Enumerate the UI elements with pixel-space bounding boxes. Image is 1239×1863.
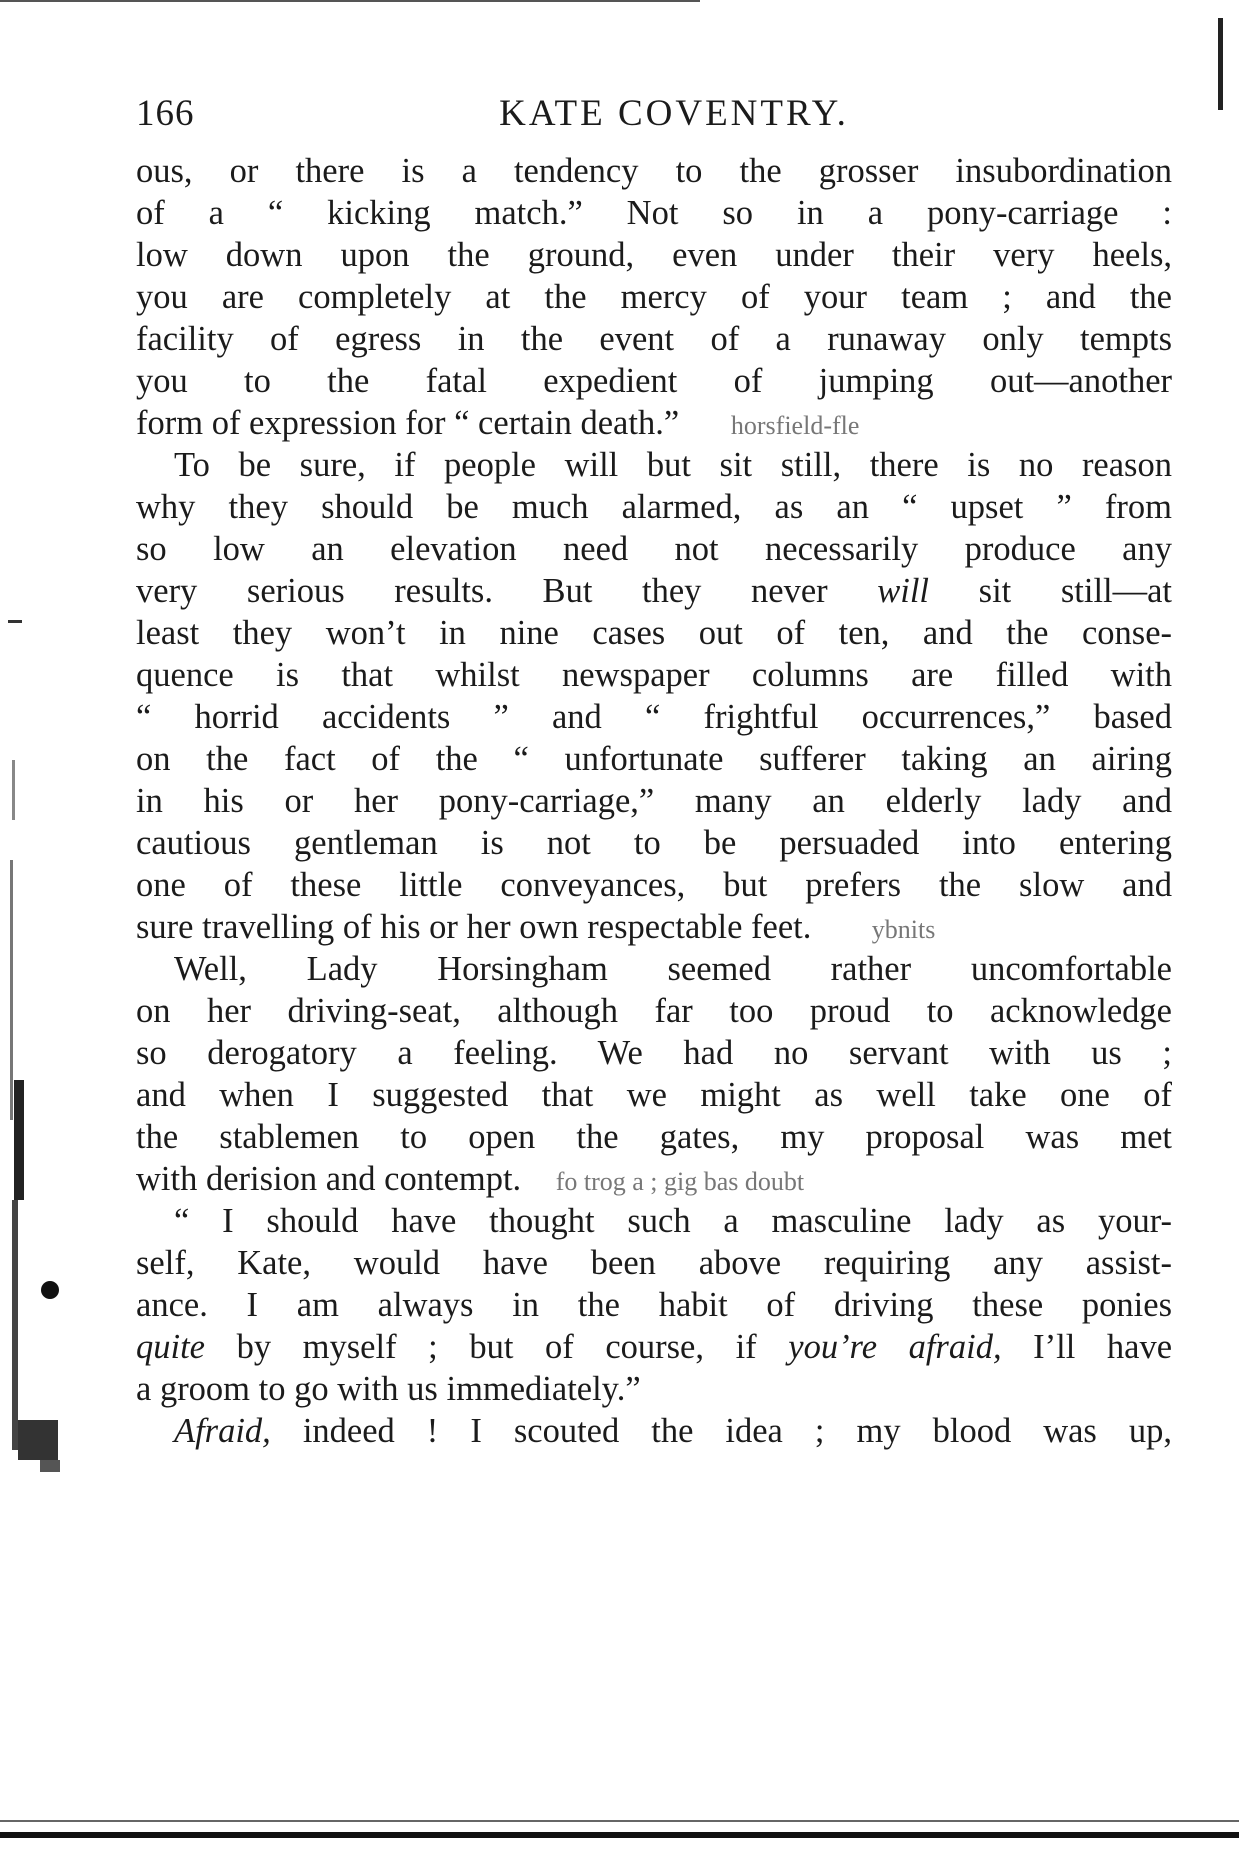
page-number: 166 — [136, 93, 195, 134]
running-title: KATE COVENTRY. — [499, 93, 849, 134]
text-line: self, Kate, would have been above requiring any assist- — [136, 1244, 1172, 1282]
text-line: sure travelling of his or her own respectable feet. ybnits — [136, 908, 936, 946]
text-line: least they won’t in nine cases out of ten, and the conse- — [136, 614, 1172, 652]
show-through-text: ybnits — [871, 915, 936, 944]
text-line: on her driving-seat, although far too proud to acknowledge — [136, 992, 1172, 1030]
bottom-rule-thin — [0, 1820, 1239, 1822]
text-line: the stablemen to open the gates, my proposal was met — [136, 1118, 1172, 1156]
text-line: Afraid, indeed ! I scouted the idea ; my blood was up, — [174, 1412, 1173, 1450]
text-line: so low an elevation need not necessarily produce any — [136, 530, 1172, 568]
margin-specks — [0, 560, 60, 1810]
text-line: quite by myself ; but of course, if you’re afraid, I’ll have — [136, 1328, 1173, 1366]
italic-will: will — [877, 572, 930, 610]
text-line: of a “ kicking match.” Not so in a pony-carriage : — [136, 194, 1172, 232]
text-line: low down upon the ground, even under their very heels, — [136, 236, 1172, 274]
text-line: “ I should have thought such a masculine lady as your- — [174, 1202, 1172, 1240]
text-line: To be sure, if people will but sit still, there is no reason — [174, 446, 1172, 484]
text-line: and when I suggested that we might as well take one of — [136, 1076, 1172, 1114]
text-line: ance. I am always in the habit of driving these ponies — [136, 1286, 1172, 1324]
text-line: you to the fatal expedient of jumping out—another — [136, 362, 1172, 400]
text-line: ous, or there is a tendency to the grosser insubordination — [136, 152, 1172, 190]
text-line: very serious results. But they never will sit still—at — [136, 572, 1173, 610]
show-through-text: horsfield-fle — [730, 411, 860, 440]
text-line: Well, Lady Horsingham seemed rather uncomfortable — [174, 950, 1172, 988]
text-line: facility of egress in the event of a runaway only tempts — [136, 320, 1172, 358]
top-rule — [0, 0, 700, 2]
text-line: you are completely at the mercy of your team ; and the — [136, 278, 1172, 316]
text-line: in his or her pony-carriage,” many an elderly lady and — [136, 782, 1172, 820]
page-header — [136, 92, 1172, 142]
italic-youre-afraid: you’re afraid, — [788, 1328, 1002, 1366]
text-line: “ horrid accidents ” and “ frightful occurrences,” based — [136, 698, 1172, 736]
text-line: why they should be much alarmed, as an “ upset ” from — [136, 488, 1172, 526]
text-line: a groom to go with us immediately.” — [136, 1370, 641, 1408]
text-line: cautious gentleman is not to be persuaded into entering — [136, 824, 1172, 862]
italic-quite: quite — [136, 1328, 205, 1366]
text-line: with derision and contempt. fo trog a ; gig bas doubt — [136, 1160, 805, 1198]
text-line: quence is that whilst newspaper columns are filled with — [136, 656, 1172, 694]
italic-afraid: Afraid, — [174, 1412, 271, 1450]
text-line: so derogatory a feeling. We had no servant with us ; — [136, 1034, 1172, 1072]
text-line: form of expression for “ certain death.” horsfield-fle — [136, 404, 860, 442]
show-through-text: fo trog a ; gig bas doubt — [555, 1167, 805, 1196]
text-line: on the fact of the “ unfortunate sufferer taking an airing — [136, 740, 1172, 778]
bottom-rule — [0, 1832, 1239, 1838]
body-text — [136, 150, 1172, 1452]
page-edge-mark — [1218, 18, 1223, 110]
text-line: one of these little conveyances, but prefers the slow and — [136, 866, 1172, 904]
